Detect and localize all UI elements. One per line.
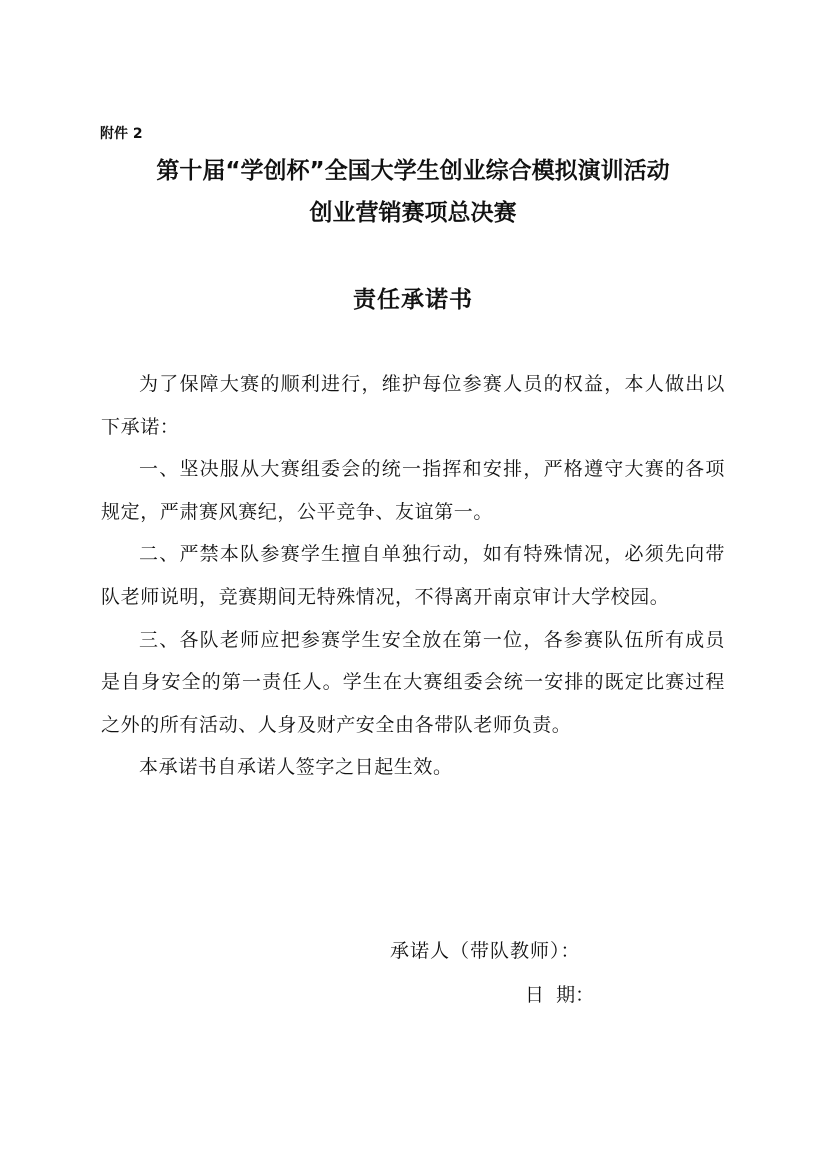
commitment-body xyxy=(101,363,725,789)
effective-statement: 本承诺书自承诺人签字之日起生效。 xyxy=(139,756,453,779)
commitment-item-1: 一、坚决服从大赛组委会的统一指挥和安排，严格遵守大赛的各项规定，严肃赛风赛纪，公平竞争、友谊第一。 xyxy=(101,458,725,523)
intro-paragraph: 为了保障大赛的顺利进行，维护每位参赛人员的权益，本人做出以下承诺： xyxy=(101,373,725,438)
date-label: 日 期： xyxy=(525,984,595,1006)
signer-label: 承诺人（带队教师）： xyxy=(390,940,581,962)
document-heading-line-1: 第十届“学创杯”全国大学生创业综合模拟演训活动 xyxy=(156,158,670,184)
commitment-item-3: 三、各队老师应把参赛学生安全放在第一位，各参赛队伍所有成员是自身安全的第一责任人。学生在大赛组委会统一安排的既定比赛过程之外的所有活动、人身及财产安全由各带队老师负责。 xyxy=(101,628,725,736)
document-heading-line-2: 创业营销赛项总决赛 xyxy=(309,200,517,226)
commitment-item-2: 二、严禁本队参赛学生擅自单独行动，如有特殊情况，必须先向带队老师说明，竞赛期间无特殊情况，不得离开南京审计大学校园。 xyxy=(101,543,725,608)
attachment-label: 附件 2 xyxy=(100,126,143,142)
document-title: 责任承诺书 xyxy=(353,287,473,313)
